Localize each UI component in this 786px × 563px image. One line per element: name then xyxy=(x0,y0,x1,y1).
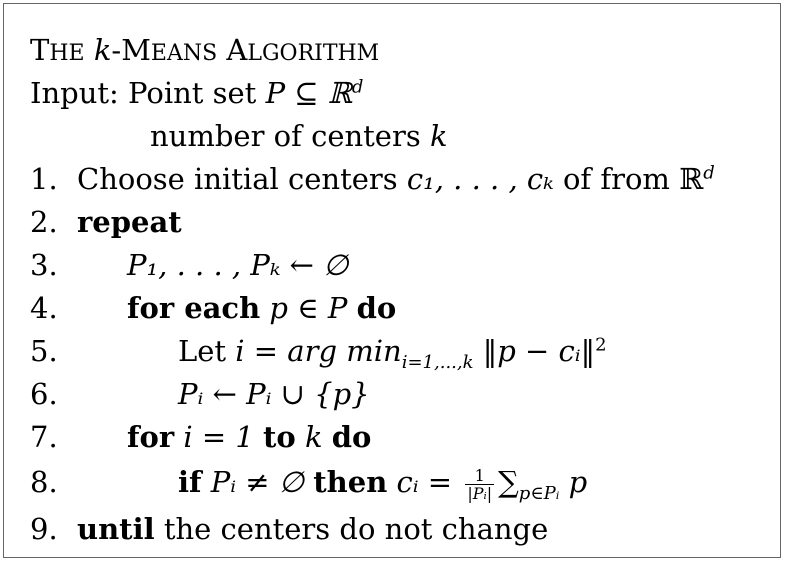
input-line: Input: Point set P ⊆ ℝ$^d$ xyxy=(30,76,364,110)
algorithm-box: THE k-MEANS ALGORITHM Input: Point set P ⊆ ℝ$^d$ number of centers k 1. Choose initial centers c₁, . . . , cₖ of from ℝ$^d$ 2. repeat 3. P₁, . . . , Pₖ ← ∅ 4. for each p ∈ P do 5. Let i = arg $\min_{i=1,...,k}$ ‖p − cᵢ‖$^2$ 6. Pᵢ ← Pᵢ ∪ {p} 7. for i = 1 to k do 8. if Pᵢ ≠ ∅ then cᵢ = $\frac{1}{\text{|Pᵢ|}}$ $\sum_{p\in Pᵢ}$ p 9. until the centers do not change xyxy=(3,3,781,558)
algorithm-title: THE k-MEANS ALGORITHM xyxy=(30,33,380,67)
fraction: $\frac{1}{\text{|Pᵢ|}}$ xyxy=(467,465,493,503)
